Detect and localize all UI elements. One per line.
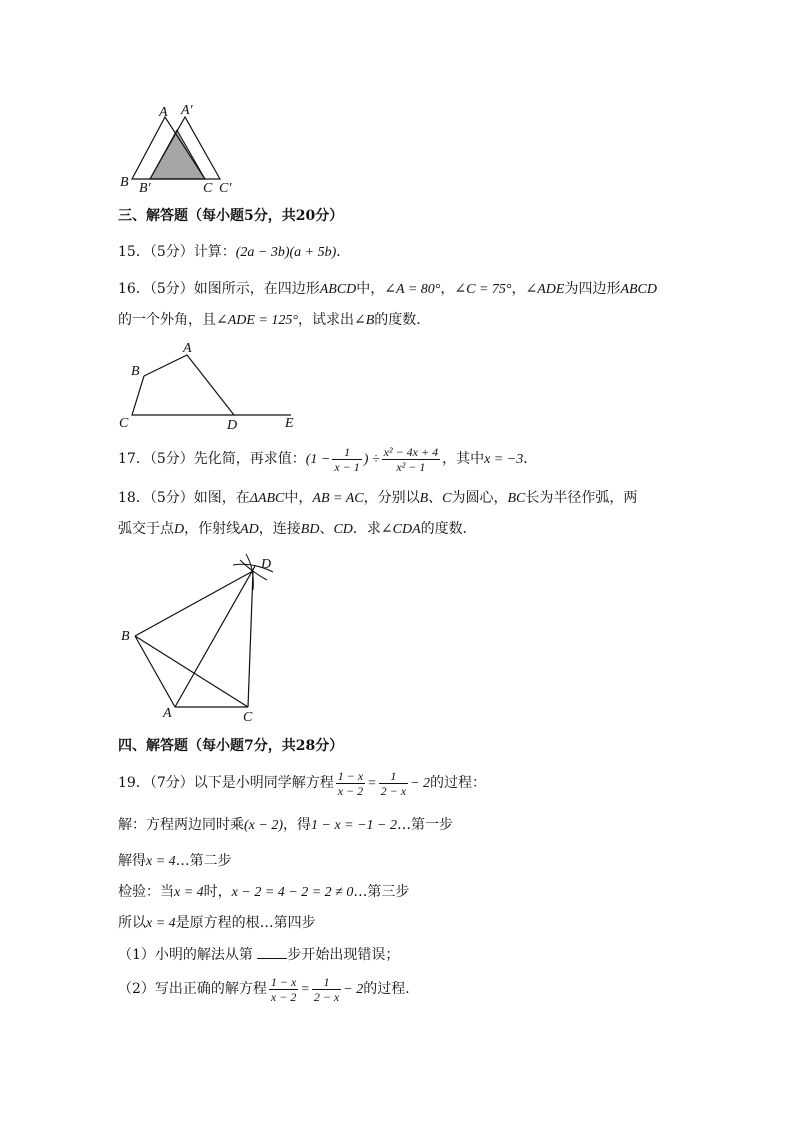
- q15-prefix: 15．（5分）计算：: [118, 244, 236, 260]
- q17-suffix: ．: [523, 451, 538, 467]
- q19-math: x − 2 = 4 − 2 = 2 ≠ 0: [231, 885, 354, 900]
- q16-text: ，: [511, 281, 526, 297]
- label-A: A: [163, 706, 172, 721]
- q19-text: 时，: [203, 884, 232, 900]
- q18-text: ，作射线: [184, 521, 241, 537]
- q16-text: ，: [440, 281, 455, 297]
- label-C-prime: C′: [219, 181, 232, 196]
- q19-p2-f1-denominator: x − 2: [270, 989, 297, 1004]
- q18-ray-ad: AD: [240, 522, 259, 537]
- q17-mid: ，其中: [442, 451, 485, 467]
- q18-text: ．求: [352, 521, 381, 537]
- segment-ba: [135, 636, 175, 707]
- q18-point-c: C: [442, 491, 452, 506]
- question-16-line-2: [118, 310, 430, 331]
- quadrilateral-svg: [115, 338, 305, 433]
- q17-fraction-1: [332, 445, 361, 474]
- q17-f1-denominator: x − 1: [334, 459, 360, 474]
- q19-math: (x − 2): [244, 818, 283, 833]
- segment-bc: [135, 636, 248, 707]
- label-A: A: [159, 105, 168, 120]
- q19-text: 解：方程两边同时乘: [118, 817, 244, 833]
- q18-segment-cd: CD: [333, 522, 353, 537]
- construction-svg: [115, 550, 290, 725]
- question-19: [118, 766, 486, 801]
- q18-segment-bc: BC: [507, 491, 526, 506]
- label-C: C: [119, 416, 129, 431]
- q17-f2-denominator: x² − 1: [396, 459, 426, 474]
- label-D: D: [227, 418, 238, 433]
- q16-text: 16．（5分）如图所示，在四边形: [118, 281, 320, 297]
- q19-text: （2）写出正确的解方程: [118, 981, 267, 997]
- q18-point-b: B: [419, 491, 429, 506]
- figure-construction: [115, 550, 290, 725]
- q19-p2-f2-numerator: 1: [312, 975, 341, 990]
- q19-math: x = 4: [146, 854, 176, 869]
- q19-p2-equals: =: [300, 982, 310, 997]
- q17-open: (1 −: [305, 452, 331, 467]
- q19-p2-fraction-2: [312, 975, 341, 1004]
- q19-step-1: [118, 815, 453, 836]
- figure-quadrilateral: [115, 338, 305, 433]
- q16-text: 的度数．: [374, 312, 431, 328]
- q18-text: 、: [319, 521, 334, 537]
- quadrilateral-abcd: [132, 355, 234, 415]
- q19-math: 1 − x = −1 − 2: [311, 818, 398, 833]
- q19-text: ，得: [283, 817, 311, 833]
- question-15: [118, 242, 350, 263]
- q18-text: 为圆心，: [451, 490, 508, 506]
- q19-p2-tail: − 2: [343, 982, 364, 997]
- q18-text: ，分别以: [363, 490, 420, 506]
- q16-angle-ade-value: ∠ADE = 125°: [216, 313, 298, 328]
- label-C: C: [243, 710, 253, 725]
- label-B-prime: B′: [139, 181, 151, 196]
- q16-angle-b: ∠B: [354, 313, 375, 328]
- q19-f2-numerator: 1: [379, 769, 408, 784]
- q19-fraction-1: [336, 769, 365, 798]
- q16-text: ，试求出: [298, 312, 354, 328]
- label-B: B: [131, 364, 140, 379]
- q18-text: 弧交于点: [118, 521, 174, 537]
- q18-text: ，连接: [258, 521, 301, 537]
- q19-text: 的过程．: [363, 981, 420, 997]
- section-3-heading: 三、解答题（每小题5分，共20分）: [118, 208, 344, 224]
- label-A: A: [183, 341, 192, 356]
- q17-fraction-2: [382, 445, 440, 474]
- q17-prefix: 17．（5分）先化简，再求值：: [118, 451, 306, 467]
- q19-text: …第二步: [175, 853, 232, 869]
- question-17: [118, 442, 537, 477]
- q19-p2-f2-denominator: 2 − x: [313, 989, 340, 1004]
- q18-text: 、: [428, 490, 443, 506]
- question-16-line-1: [118, 279, 657, 300]
- q19-f2-denominator: 2 − x: [380, 783, 407, 798]
- question-18-line-2: [118, 519, 477, 540]
- section-4-heading: 四、解答题（每小题7分，共28分）: [118, 738, 344, 754]
- q16-text: 为四边形: [564, 281, 621, 297]
- segment-dc: [248, 571, 253, 707]
- q19-prefix: 19．（7分）以下是小明同学解方程: [118, 775, 334, 791]
- q19-tail: − 2: [410, 776, 431, 791]
- q19-text: …第三步: [353, 884, 410, 900]
- q17-condition: x = −3: [484, 452, 524, 467]
- q19-answer-blank[interactable]: [257, 944, 287, 959]
- q19-math: x = 4: [174, 885, 204, 900]
- q19-text: 解得: [118, 853, 146, 869]
- label-D: D: [261, 557, 272, 572]
- label-B: B: [120, 175, 129, 190]
- q18-triangle: ΔABC: [249, 491, 285, 506]
- q17-close-div: ) ÷: [363, 452, 380, 467]
- q18-text: 的度数．: [420, 521, 477, 537]
- q16-angle-ade: ∠ADE: [525, 282, 565, 297]
- q19-text: 检验：当: [118, 884, 174, 900]
- label-A-prime: A′: [181, 103, 193, 118]
- q19-part-1: [118, 944, 399, 965]
- q19-text: 是原方程的根…第四步: [175, 915, 316, 931]
- q16-text: 中，: [356, 281, 385, 297]
- label-B: B: [121, 629, 130, 644]
- label-C: C: [203, 181, 213, 196]
- q18-equality: AB = AC: [312, 491, 364, 506]
- q16-angle-a: ∠A = 80°: [384, 282, 441, 297]
- q19-step-4: [118, 913, 316, 934]
- q19-text: …第一步: [397, 817, 454, 833]
- triangles-svg: [115, 100, 265, 195]
- q19-part-2: [118, 972, 419, 1007]
- q15-suffix: ．: [336, 244, 351, 260]
- q19-step-2: [118, 851, 232, 872]
- question-18-line-1: [118, 488, 637, 509]
- q18-angle-cda: ∠CDA: [380, 522, 421, 537]
- label-E: E: [285, 416, 294, 431]
- q18-text: 18．（5分）如图，在: [118, 490, 250, 506]
- q17-f1-numerator: 1: [332, 445, 361, 460]
- q19-fraction-2: [379, 769, 408, 798]
- q18-point-d: D: [174, 522, 185, 537]
- q19-p2-fraction-1: [269, 975, 298, 1004]
- q16-text: 的一个外角，且: [118, 312, 216, 328]
- q16-quad-name: ABCD: [319, 282, 357, 297]
- q16-angle-c: ∠C = 75°: [454, 282, 512, 297]
- q16-quad-name: ABCD: [620, 282, 658, 297]
- q19-f1-denominator: x − 2: [337, 783, 364, 798]
- q19-text: 步开始出现错误；: [287, 947, 400, 963]
- q19-f1-numerator: 1 − x: [337, 768, 364, 783]
- q19-p2-f1-numerator: 1 − x: [270, 974, 297, 989]
- q19-step-3: [118, 882, 409, 903]
- q18-text: 长为半径作弧，两: [525, 490, 638, 506]
- q19-suffix: 的过程：: [430, 775, 487, 791]
- q19-text: （1）小明的解法从第: [118, 947, 253, 963]
- figure-translated-triangles: [115, 100, 265, 195]
- q18-segment-bd: BD: [300, 522, 320, 537]
- q17-f2-numerator: x² − 4x + 4: [383, 444, 439, 459]
- q18-text: 中，: [284, 490, 313, 506]
- segment-bd: [135, 571, 253, 636]
- q15-expr: (2a − 3b)(a + 5b): [235, 245, 337, 260]
- q19-text: 所以: [118, 915, 146, 931]
- q19-math: x = 4: [146, 916, 176, 931]
- q19-equals: =: [367, 776, 377, 791]
